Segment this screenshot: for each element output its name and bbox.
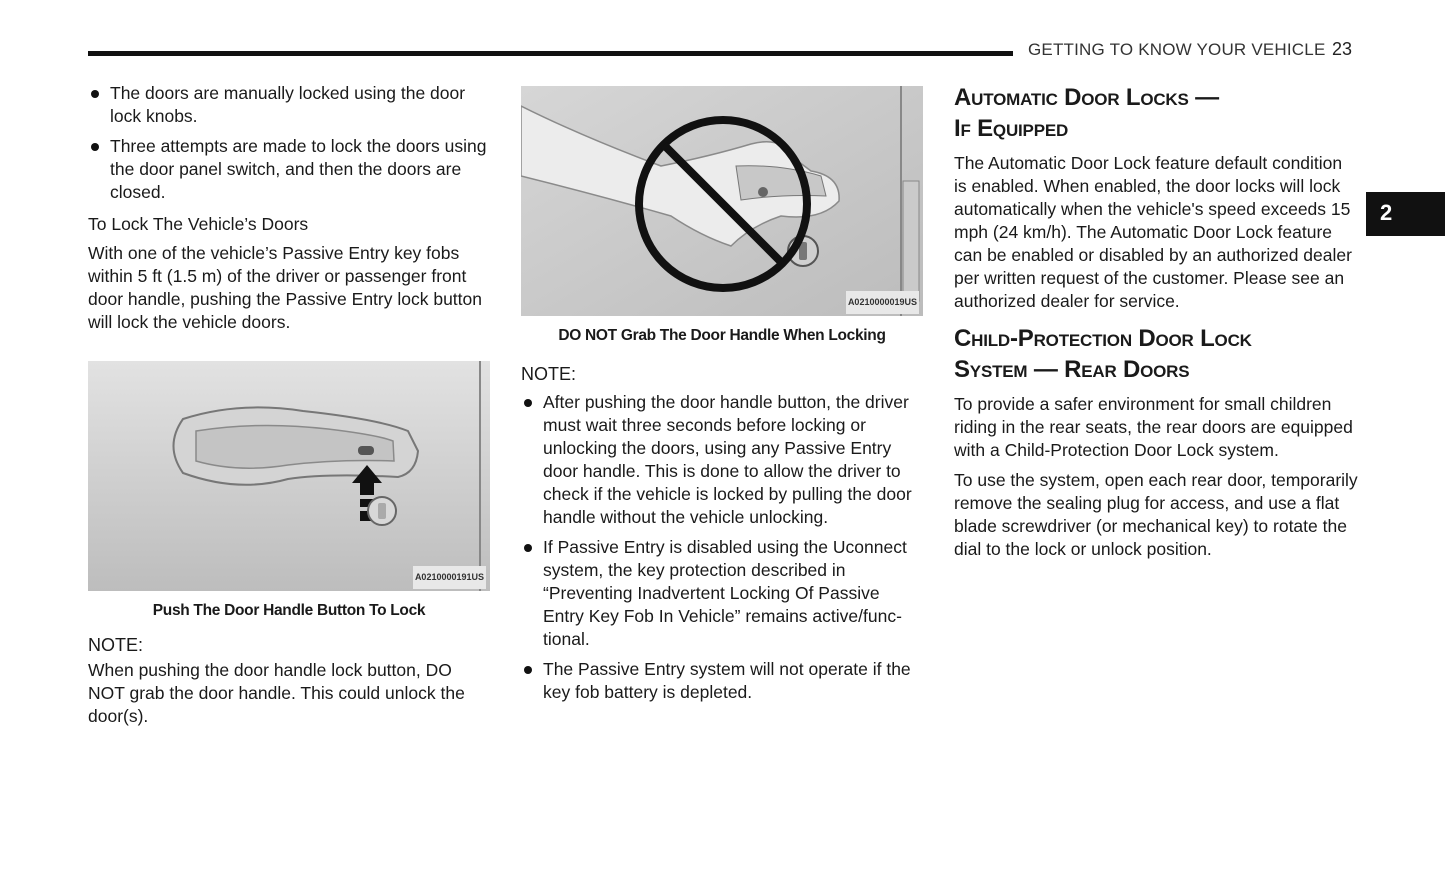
body-paragraph: To use the system, open each rear door, temporarily remove the sealing plug for access, and use a flat blade screwdriver (or mechanical key) to rotate the dial to the lock or unlock position. <box>954 470 1358 559</box>
do-not-grab-illustration <box>521 86 923 316</box>
note-heading: NOTE: <box>88 635 144 655</box>
note-heading: NOTE: <box>521 364 577 384</box>
section-heading-child-protection <box>954 323 1358 385</box>
door-handle-illustration <box>88 361 490 591</box>
figure-id: A0210000019US <box>846 291 919 314</box>
page-number: 23 <box>1332 39 1353 59</box>
figure-caption: Push The Door Handle Button To Lock <box>152 602 426 619</box>
bullet-item: The Passive Entry system will not operate if the key fob battery is depleted. <box>521 658 923 704</box>
bullet-item: After pushing the door handle button, the driver must wait three seconds before locking or unlocking the doors, using any Passive Entry door handle. This is done to allow the driver to check if the vehicle is locked by pulling the door handle without the vehicle unlocking. <box>521 391 923 529</box>
body-paragraph: With one of the vehicle’s Passive Entry key fobs within 5 ft (1.5 m) of the driver or passenger front door handle, pushing the Passive Entry lock button will lock the vehicle doors. <box>88 243 482 332</box>
subheading: To Lock The Vehicle’s Doors <box>88 214 309 234</box>
heading-line: System — Rear Doors <box>954 356 1190 383</box>
do-not-grab-figure <box>521 86 923 316</box>
header-rule <box>88 51 1013 56</box>
column-2 <box>521 82 923 711</box>
figure-id: A0210000191US <box>413 566 486 589</box>
column-3 <box>954 82 1358 568</box>
body-paragraph: The Automatic Door Lock feature default condition is enabled. When enabled, the door locks will lock automatically when the vehicle's speed exceeds 15 mph (24 km/h). The Automatic Door Lock feature can be enabled or disabled by an authorized dealer per written request of the customer. Please see an authorized dealer for service. <box>954 153 1352 311</box>
bullet-item: The doors are manually locked using the door lock knobs. <box>88 82 490 128</box>
bullet-item: Three attempts are made to lock the doors using the door panel switch, and then the doors are closed. <box>88 135 490 204</box>
bullet-item: If Passive Entry is disabled using the Uconnect system, the key protection described in “Preventing Inadvertent Locking Of Passive Entry Key Fob In Vehicle” remains active/func-tional. <box>521 536 923 651</box>
heading-line: Automatic Door Locks — <box>954 84 1219 111</box>
note-text: When pushing the door handle lock button, DO NOT grab the door handle. This could unlock the door(s). <box>88 660 465 726</box>
figure-caption: DO NOT Grab The Door Handle When Locking <box>558 327 886 344</box>
heading-line: If Equipped <box>954 115 1069 142</box>
door-handle-button-figure <box>88 361 490 591</box>
body-paragraph: To provide a safer environment for small children riding in the rear seats, the rear doors are equipped with a Child-Protection Door Lock system. <box>954 394 1353 460</box>
column-1 <box>88 82 490 735</box>
chapter-tab: 2 <box>1366 192 1445 236</box>
running-header: GETTING TO KNOW YOUR VEHICLE <box>1028 40 1326 59</box>
section-heading-automatic-door-locks <box>954 82 1358 144</box>
heading-line: Child-Protection Door Lock <box>954 325 1252 352</box>
